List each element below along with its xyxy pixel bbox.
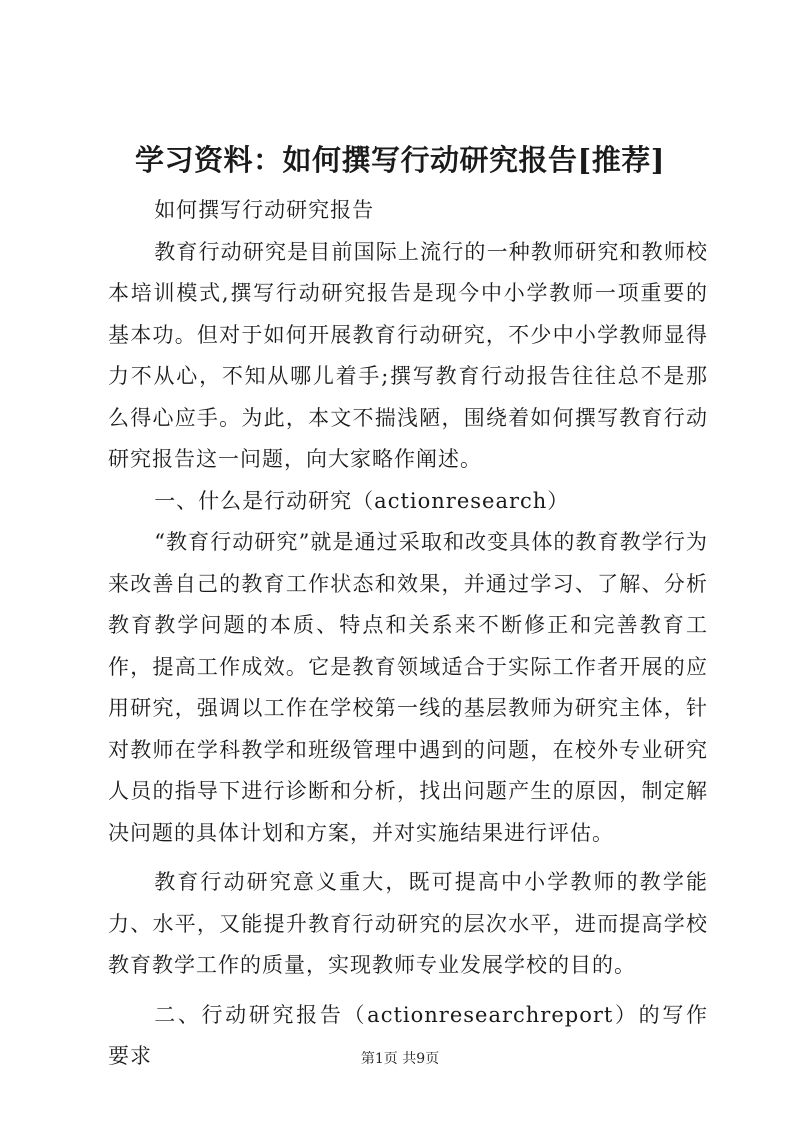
paragraph-significance: 教育行动研究意义重大，既可提高中小学教师的教学能力、水平，又能提升教育行动研究的层次水平，进而提高学校教育教学工作的质量，实现教师专业发展学校的目的。 <box>108 870 708 977</box>
section-heading-2: 二、行动研究报告（actionresearchreport）的写作要求 <box>108 1002 708 1068</box>
page-number-footer: 第1页 共9页 <box>360 1051 440 1067</box>
document-body <box>108 190 708 1078</box>
section-heading-1: 一、什么是行动研究（actionresearch） <box>154 488 570 513</box>
paragraph-intro: 教育行动研究是目前国际上流行的一种教师研究和教师校本培训模式,撰写行动研究报告是现今中小学教师一项重要的基本功。但对于如何开展教育行动研究，不少中小学教师显得力不从心，不知从哪儿着手;撰写教育行动报告往往总不是那么得心应手。为此，本文不揣浅陋，围绕着如何撰写教育行动研究报告这一问题，向大家略作阐述。 <box>108 239 708 471</box>
document-title: 学习资料：如何撰写行动研究报告[推荐] <box>135 143 665 177</box>
paragraph-subtitle: 如何撰写行动研究报告 <box>154 198 375 222</box>
paragraph-definition: “教育行动研究”就是通过采取和改变具体的教育教学行为来改善自己的教育工作状态和效果，并通过学习、了解、分析教育教学问题的本质、特点和关系来不断修正和完善教育工作，提高工作成效。它是教育领域适合于实际工作者开展的应用研究，强调以工作在学校第一线的基层教师为研究主体，针对教师在学科教学和班级管理中遇到的问题，在校外专业研究人员的指导下进行诊断和分析，找出问题产生的原因，制定解决问题的具体计划和方案，并对实施结果进行评估。 <box>108 530 708 845</box>
